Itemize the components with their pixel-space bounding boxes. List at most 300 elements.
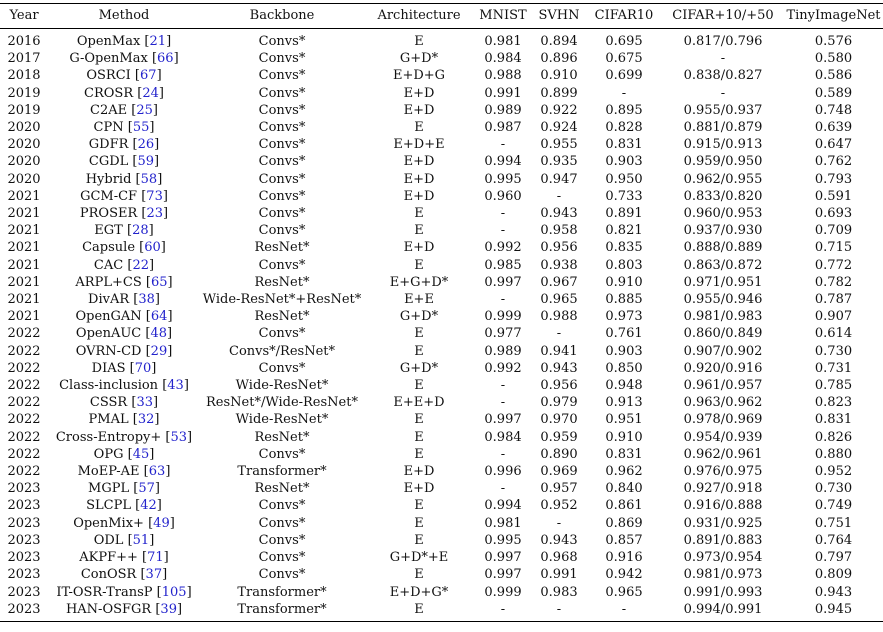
mnist-cell: 0.989 bbox=[484, 102, 522, 118]
citation-link[interactable]: 51 bbox=[132, 532, 150, 548]
tinyimagenet-cell: 0.586 bbox=[814, 68, 853, 84]
col-svhn: SVHN bbox=[532, 4, 586, 29]
method-cell: EGT [28] bbox=[94, 223, 154, 239]
architecture-cell: G+D*+E bbox=[389, 550, 449, 566]
year-cell: 2022 bbox=[7, 360, 41, 376]
citation-link[interactable]: 66 bbox=[157, 51, 174, 67]
citation-link[interactable]: 73 bbox=[146, 188, 163, 204]
cifar10-cell: 0.948 bbox=[605, 378, 643, 394]
citation-link[interactable]: 33 bbox=[136, 395, 153, 411]
method-cell: C2AE [25] bbox=[90, 102, 158, 118]
svhn-cell: 0.922 bbox=[540, 102, 578, 118]
method-cell: CROSR [24] bbox=[84, 85, 164, 101]
architecture-cell: E+D+G* bbox=[389, 584, 449, 600]
method-name: Cross-Entropy+ bbox=[55, 429, 162, 445]
method-cell: GCM-CF [73] bbox=[80, 188, 168, 204]
method-name: PMAL bbox=[88, 412, 129, 428]
mnist-cell: 0.992 bbox=[484, 360, 522, 376]
tinyimagenet-cell: 0.693 bbox=[814, 206, 853, 222]
cifar10-cell: 0.699 bbox=[605, 68, 643, 84]
method-name: ARPL+CS bbox=[75, 274, 142, 290]
year-cell: 2020 bbox=[7, 171, 41, 187]
method-name: DivAR bbox=[88, 292, 130, 308]
backbone-cell: Convs* bbox=[258, 446, 306, 462]
cifar10-cell: 0.903 bbox=[605, 154, 643, 170]
cifar10-cell: 0.695 bbox=[605, 34, 643, 49]
backbone-cell: ResNet* bbox=[254, 240, 310, 256]
citation-link[interactable]: 65 bbox=[150, 274, 168, 290]
architecture-cell: E+D+E bbox=[393, 137, 445, 153]
svhn-cell: 0.938 bbox=[540, 257, 578, 273]
year-cell: 2022 bbox=[7, 446, 41, 462]
backbone-cell: Transformer* bbox=[237, 584, 327, 600]
header-row bbox=[0, 4, 883, 29]
mnist-cell: 0.997 bbox=[484, 567, 522, 583]
tinyimagenet-cell: 0.945 bbox=[784, 601, 883, 622]
citation-link[interactable]: 26 bbox=[137, 137, 155, 153]
table-row bbox=[0, 515, 883, 532]
citation-link[interactable]: 29 bbox=[150, 343, 168, 359]
cifar-plus-cell: - bbox=[720, 51, 726, 67]
cifar10-cell: 0.850 bbox=[605, 360, 643, 376]
architecture-cell: E+E bbox=[404, 292, 434, 308]
backbone-cell: Transformer* bbox=[237, 464, 327, 480]
method-name: MoEP-AE bbox=[77, 464, 140, 480]
method-cell: OpenMax [21] bbox=[76, 34, 172, 49]
table-row bbox=[0, 274, 883, 291]
method-name: EGT bbox=[94, 223, 123, 239]
method-name: Capsule bbox=[82, 240, 136, 256]
citation-link[interactable]: 38 bbox=[138, 292, 155, 308]
method-cell: G-OpenMax [66] bbox=[69, 51, 179, 67]
citation-link[interactable]: 55 bbox=[132, 120, 150, 136]
cifar10-cell: 0.840 bbox=[605, 481, 643, 497]
architecture-cell: E+D bbox=[403, 188, 435, 204]
mnist-cell: - bbox=[500, 481, 506, 497]
year-cell: 2019 bbox=[7, 85, 41, 101]
tinyimagenet-cell: 0.580 bbox=[814, 51, 853, 67]
mnist-cell: 0.995 bbox=[484, 532, 522, 548]
backbone-cell: Convs*/ResNet* bbox=[229, 343, 335, 359]
method-cell: MGPL [57] bbox=[88, 481, 160, 497]
tinyimagenet-cell: 0.826 bbox=[814, 429, 853, 445]
citation-link[interactable]: 49 bbox=[153, 515, 170, 531]
cifar10-cell: - bbox=[621, 85, 627, 101]
citation-link[interactable]: 45 bbox=[132, 446, 150, 462]
tinyimagenet-cell: 0.764 bbox=[814, 532, 853, 548]
backbone-cell: Convs* bbox=[258, 85, 306, 101]
method-cell: SLCPL [42] bbox=[86, 498, 162, 514]
col-tinyimagenet: TinyImageNet bbox=[784, 4, 883, 29]
cifar10-cell: 0.965 bbox=[605, 584, 643, 600]
svhn-cell: 0.910 bbox=[540, 68, 578, 84]
mnist-cell: - bbox=[500, 292, 506, 308]
cifar10-cell: 0.828 bbox=[605, 120, 643, 136]
table-row bbox=[0, 67, 883, 84]
year-cell: 2022 bbox=[7, 378, 41, 394]
svhn-cell: 0.991 bbox=[540, 567, 578, 583]
method-cell: OSRCI [67] bbox=[86, 68, 162, 84]
backbone-cell: Convs* bbox=[258, 188, 306, 204]
method-name: DIAS bbox=[91, 360, 126, 376]
architecture-cell: E+D+G bbox=[392, 68, 446, 84]
table-row bbox=[0, 102, 883, 119]
cifar-plus-cell: 0.915/0.913 bbox=[683, 137, 763, 153]
cifar-plus-cell: 0.955/0.946 bbox=[683, 292, 763, 308]
citation-link[interactable]: 63 bbox=[148, 464, 166, 480]
backbone-cell: Convs* bbox=[258, 567, 306, 583]
architecture-cell: G+D* bbox=[399, 309, 439, 325]
method-name: GCM-CF bbox=[80, 188, 138, 204]
cifar-plus-cell: 0.963/0.962 bbox=[683, 395, 763, 411]
svhn-cell: 0.943 bbox=[540, 206, 578, 222]
mnist-cell: 0.997 bbox=[484, 550, 522, 566]
method-cell: GDFR [26] bbox=[88, 137, 160, 153]
svhn-cell: - bbox=[556, 326, 562, 342]
table-header bbox=[0, 4, 883, 29]
architecture-cell: E bbox=[414, 429, 424, 445]
tinyimagenet-cell: 0.591 bbox=[814, 188, 853, 204]
year-cell: 2021 bbox=[7, 206, 41, 222]
table-row bbox=[0, 239, 883, 256]
method-cell: OpenGAN [64] bbox=[75, 309, 173, 325]
backbone-cell: Wide-ResNet* bbox=[235, 378, 329, 394]
cifar-plus-cell: 0.991/0.993 bbox=[683, 584, 763, 600]
citation-link[interactable]: 59 bbox=[137, 154, 155, 170]
year-cell: 2022 bbox=[7, 395, 41, 411]
method-cell: PMAL [32] bbox=[88, 412, 160, 428]
citation-link[interactable]: 43 bbox=[167, 378, 184, 394]
mnist-cell: 0.987 bbox=[484, 120, 522, 136]
svhn-cell: 0.894 bbox=[540, 34, 578, 49]
architecture-cell: E+D bbox=[403, 154, 435, 170]
osr-comparison-table bbox=[0, 3, 883, 622]
backbone-cell: ResNet* bbox=[254, 309, 310, 325]
svhn-cell: 0.943 bbox=[540, 360, 578, 376]
year-cell: 2021 bbox=[7, 309, 41, 325]
tinyimagenet-cell: 0.748 bbox=[814, 102, 853, 118]
year-cell: 2022 bbox=[7, 412, 41, 428]
table-row bbox=[0, 325, 883, 342]
tinyimagenet-cell: 0.809 bbox=[814, 567, 853, 583]
year-cell: 2022 bbox=[7, 326, 41, 342]
architecture-cell: E bbox=[414, 532, 424, 548]
svhn-cell: 0.965 bbox=[540, 292, 578, 308]
svhn-cell: 0.988 bbox=[540, 309, 578, 325]
svhn-cell: 0.924 bbox=[540, 120, 578, 136]
table-row bbox=[0, 532, 883, 549]
col-year: Year bbox=[0, 4, 48, 29]
tinyimagenet-cell: 0.907 bbox=[814, 309, 853, 325]
cifar10-cell: 0.950 bbox=[605, 171, 643, 187]
method-cell: DIAS [70] bbox=[91, 360, 157, 376]
citation-link[interactable]: 37 bbox=[145, 567, 163, 583]
cifar-plus-cell: 0.973/0.954 bbox=[683, 550, 763, 566]
mnist-cell: - bbox=[500, 378, 506, 394]
table-row bbox=[0, 360, 883, 377]
method-cell: ODL [51] bbox=[93, 532, 155, 548]
method-name: PROSER bbox=[79, 206, 138, 222]
year-cell: 2021 bbox=[7, 292, 41, 308]
tinyimagenet-cell: 0.823 bbox=[814, 395, 853, 411]
method-name: OpenMix+ bbox=[73, 515, 144, 531]
tinyimagenet-cell: 0.793 bbox=[814, 171, 853, 187]
citation-link[interactable]: 39 bbox=[160, 601, 177, 617]
table-row bbox=[0, 584, 883, 601]
tinyimagenet-cell: 0.589 bbox=[814, 85, 853, 101]
citation-link[interactable]: 28 bbox=[132, 223, 149, 239]
col-mnist: MNIST bbox=[474, 4, 532, 29]
backbone-cell: Wide-ResNet*+ResNet* bbox=[202, 292, 362, 308]
table-row bbox=[0, 411, 883, 428]
citation-link[interactable]: 70 bbox=[134, 360, 152, 376]
cifar10-cell: 0.895 bbox=[605, 102, 643, 118]
cifar-plus-cell: 0.978/0.969 bbox=[683, 412, 763, 428]
tinyimagenet-cell: 0.576 bbox=[814, 34, 853, 49]
citation-link[interactable]: 21 bbox=[149, 34, 167, 49]
svhn-cell: 0.959 bbox=[540, 429, 578, 445]
backbone-cell: Convs* bbox=[258, 223, 306, 239]
svhn-cell: 0.957 bbox=[540, 481, 578, 497]
method-name: AKPF++ bbox=[79, 550, 138, 566]
method-name: Hybrid bbox=[85, 171, 132, 187]
cifar-plus-cell: 0.954/0.939 bbox=[683, 429, 763, 445]
year-cell: 2023 bbox=[7, 515, 41, 531]
mnist-cell: - bbox=[500, 137, 506, 153]
method-name: CPN bbox=[93, 120, 124, 136]
method-cell: OPG [45] bbox=[93, 446, 155, 462]
backbone-cell: Convs* bbox=[258, 154, 306, 170]
cifar10-cell: 0.835 bbox=[605, 240, 643, 256]
table-row bbox=[0, 222, 883, 239]
mnist-cell: 0.984 bbox=[484, 51, 522, 67]
citation-link[interactable]: 67 bbox=[140, 68, 157, 84]
mnist-cell: - bbox=[500, 446, 506, 462]
method-cell: IT-OSR-TransP [105] bbox=[56, 584, 192, 600]
citation-link[interactable]: 53 bbox=[170, 429, 188, 445]
method-cell: ARPL+CS [65] bbox=[75, 274, 173, 290]
tinyimagenet-cell: 0.831 bbox=[814, 412, 853, 428]
cifar-plus-cell: 0.907/0.902 bbox=[683, 343, 763, 359]
backbone-cell: Convs* bbox=[258, 34, 306, 49]
method-cell: Class-inclusion [43] bbox=[59, 378, 189, 394]
architecture-cell: E bbox=[414, 257, 424, 273]
year-cell: 2023 bbox=[7, 567, 41, 583]
svhn-cell: - bbox=[556, 515, 562, 531]
svhn-cell: 0.899 bbox=[540, 85, 578, 101]
tinyimagenet-cell: 0.880 bbox=[814, 446, 853, 462]
cifar10-cell: 0.831 bbox=[605, 137, 643, 153]
table-row bbox=[0, 171, 883, 188]
cifar-plus-cell: 0.976/0.975 bbox=[683, 464, 763, 480]
citation-link[interactable]: 64 bbox=[150, 309, 168, 325]
architecture-cell: E bbox=[414, 34, 424, 49]
citation-link[interactable]: 71 bbox=[147, 550, 164, 566]
backbone-cell: Convs* bbox=[258, 51, 306, 67]
citation-link[interactable]: 32 bbox=[137, 412, 155, 428]
svhn-cell: - bbox=[556, 188, 562, 204]
table-row bbox=[0, 377, 883, 394]
architecture-cell: E+D bbox=[403, 464, 435, 480]
mnist-cell: 0.960 bbox=[484, 188, 522, 204]
method-name: OPG bbox=[93, 446, 124, 462]
method-name: G-OpenMax bbox=[69, 51, 148, 67]
mnist-cell: - bbox=[500, 206, 506, 222]
method-cell: PROSER [23] bbox=[79, 206, 169, 222]
citation-link[interactable]: 58 bbox=[140, 171, 158, 187]
method-name: IT-OSR-TransP bbox=[56, 584, 153, 600]
table-row bbox=[0, 463, 883, 480]
mnist-cell: - bbox=[500, 395, 506, 411]
mnist-cell: 0.991 bbox=[484, 85, 522, 101]
svhn-cell: 0.943 bbox=[540, 532, 578, 548]
col-backbone: Backbone bbox=[200, 4, 364, 29]
table-row bbox=[0, 188, 883, 205]
backbone-cell: Wide-ResNet* bbox=[235, 412, 329, 428]
tinyimagenet-cell: 0.952 bbox=[814, 464, 853, 480]
svhn-cell: 0.955 bbox=[540, 137, 578, 153]
mnist-cell: 0.999 bbox=[484, 309, 522, 325]
architecture-cell: E bbox=[414, 567, 424, 583]
col-architecture: Architecture bbox=[364, 4, 474, 29]
citation-link[interactable]: 22 bbox=[132, 257, 149, 273]
architecture-cell: E+D bbox=[403, 102, 435, 118]
architecture-cell: E bbox=[414, 412, 424, 428]
svhn-cell: 0.967 bbox=[540, 274, 578, 290]
table-row bbox=[0, 480, 883, 497]
cifar10-cell: 0.910 bbox=[605, 274, 643, 290]
tinyimagenet-cell: 0.762 bbox=[814, 154, 853, 170]
citation-link[interactable]: 57 bbox=[138, 481, 155, 497]
mnist-cell: 0.994 bbox=[484, 498, 522, 514]
cifar10-cell: 0.821 bbox=[605, 223, 643, 239]
year-cell: 2021 bbox=[7, 223, 41, 239]
cifar10-cell: 0.942 bbox=[605, 567, 643, 583]
citation-link[interactable]: 25 bbox=[136, 102, 153, 118]
year-cell: 2020 bbox=[7, 154, 41, 170]
mnist-cell: 0.988 bbox=[484, 68, 522, 84]
method-cell: Hybrid [58] bbox=[85, 171, 163, 187]
cifar10-cell: 0.973 bbox=[605, 309, 643, 325]
cifar-plus-cell: 0.962/0.955 bbox=[683, 171, 763, 187]
cifar10-cell: 0.891 bbox=[605, 206, 643, 222]
table-row bbox=[0, 497, 883, 514]
method-name: Class-inclusion bbox=[59, 378, 159, 394]
backbone-cell: ResNet*/Wide-ResNet* bbox=[206, 395, 358, 411]
year-cell: 2020 bbox=[7, 137, 41, 153]
backbone-cell: ResNet* bbox=[254, 274, 310, 290]
backbone-cell: ResNet* bbox=[254, 481, 310, 497]
architecture-cell: G+D* bbox=[399, 51, 439, 67]
year-cell: 2023 bbox=[0, 601, 48, 622]
mnist-cell: 0.989 bbox=[484, 343, 522, 359]
architecture-cell: E bbox=[414, 223, 424, 239]
year-cell: 2023 bbox=[7, 550, 41, 566]
architecture-cell: E bbox=[364, 601, 474, 622]
backbone-cell: Convs* bbox=[258, 171, 306, 187]
cifar10-cell: 0.831 bbox=[605, 446, 643, 462]
method-name: SLCPL bbox=[86, 498, 132, 514]
method-cell: ConOSR [37] bbox=[80, 567, 168, 583]
table-row bbox=[0, 257, 883, 274]
mnist-cell: 0.997 bbox=[484, 412, 522, 428]
cifar10-cell: 0.910 bbox=[605, 429, 643, 445]
col-method: Method bbox=[48, 4, 200, 29]
method-cell: OpenAUC [48] bbox=[75, 326, 173, 342]
year-cell: 2017 bbox=[7, 51, 41, 67]
mnist-cell: - bbox=[500, 223, 506, 239]
table-row bbox=[0, 601, 883, 622]
year-cell: 2023 bbox=[7, 498, 41, 514]
architecture-cell: E+E+D bbox=[393, 395, 445, 411]
cifar10-cell: 0.913 bbox=[605, 395, 643, 411]
method-cell: CGDL [59] bbox=[88, 154, 160, 170]
mnist-cell: 0.985 bbox=[484, 257, 522, 273]
table-row bbox=[0, 29, 883, 51]
method-cell: Cross-Entropy+ [53] bbox=[55, 429, 193, 445]
method-cell: MoEP-AE [63] bbox=[77, 464, 171, 480]
method-cell: CAC [22] bbox=[93, 257, 155, 273]
year-cell: 2020 bbox=[7, 120, 41, 136]
year-cell: 2021 bbox=[7, 274, 41, 290]
svhn-cell: 0.968 bbox=[540, 550, 578, 566]
cifar-plus-cell: 0.838/0.827 bbox=[683, 68, 763, 84]
architecture-cell: G+D* bbox=[399, 360, 439, 376]
architecture-cell: E+D bbox=[403, 85, 435, 101]
cifar-plus-cell: 0.863/0.872 bbox=[683, 257, 763, 273]
backbone-cell: Convs* bbox=[258, 68, 306, 84]
citation-link[interactable]: 23 bbox=[146, 206, 164, 222]
backbone-cell: Convs* bbox=[258, 532, 306, 548]
table-row bbox=[0, 291, 883, 308]
cifar10-cell: 0.675 bbox=[605, 51, 643, 67]
architecture-cell: E bbox=[414, 120, 424, 136]
citation-link[interactable]: 60 bbox=[144, 240, 161, 256]
cifar10-cell: 0.857 bbox=[605, 532, 643, 548]
cifar-plus-cell: 0.961/0.957 bbox=[683, 378, 763, 394]
backbone-cell: Transformer* bbox=[200, 601, 364, 622]
citation-link[interactable]: 48 bbox=[150, 326, 168, 342]
table-row bbox=[0, 136, 883, 153]
table-row bbox=[0, 85, 883, 102]
table-row bbox=[0, 566, 883, 583]
cifar-plus-cell: 0.860/0.849 bbox=[683, 326, 763, 342]
cifar-plus-cell: 0.959/0.950 bbox=[683, 154, 763, 170]
year-cell: 2016 bbox=[7, 34, 41, 49]
table-row bbox=[0, 549, 883, 566]
table-row bbox=[0, 446, 883, 463]
backbone-cell: Convs* bbox=[258, 515, 306, 531]
method-name: GDFR bbox=[88, 137, 129, 153]
architecture-cell: E+G+D* bbox=[389, 274, 449, 290]
architecture-cell: E+D bbox=[403, 171, 435, 187]
table-row bbox=[0, 153, 883, 170]
mnist-cell: 0.997 bbox=[484, 274, 522, 290]
citation-link[interactable]: 24 bbox=[142, 85, 159, 101]
year-cell: 2022 bbox=[7, 464, 41, 480]
citation-link[interactable]: 105 bbox=[161, 584, 187, 600]
backbone-cell: Convs* bbox=[258, 257, 306, 273]
cifar10-cell: 0.885 bbox=[605, 292, 643, 308]
year-cell: 2023 bbox=[7, 532, 41, 548]
cifar-plus-cell: 0.971/0.951 bbox=[683, 274, 763, 290]
citation-link[interactable]: 42 bbox=[140, 498, 157, 514]
architecture-cell: E+D bbox=[403, 240, 435, 256]
table-row bbox=[0, 205, 883, 222]
mnist-cell: 0.994 bbox=[484, 154, 522, 170]
mnist-cell: 0.981 bbox=[484, 34, 522, 49]
cifar10-cell: 0.903 bbox=[605, 343, 643, 359]
